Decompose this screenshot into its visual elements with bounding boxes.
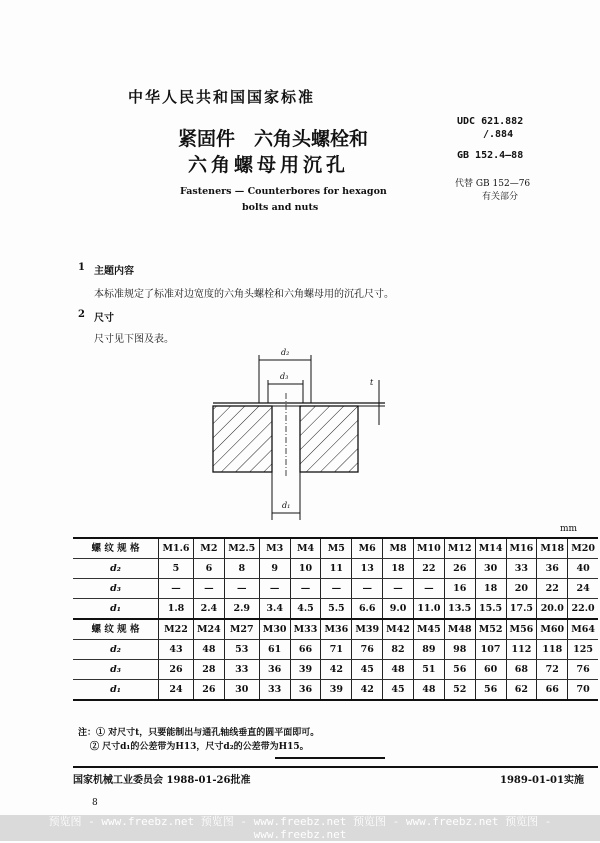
table-cell: 24: [159, 680, 194, 701]
table-cell: M2.5: [224, 538, 259, 559]
title-line1: 紧固件 六角头螺栓和: [178, 128, 369, 150]
table-cell: —: [352, 579, 383, 599]
english-title-line1: Fasteners — Counterbores for hexagon: [180, 186, 387, 197]
table-cell: M14: [475, 538, 506, 559]
replaces-standard: 代替 GB 152—76: [455, 179, 531, 189]
table-cell: 70: [568, 680, 598, 701]
table-cell: 107: [475, 640, 506, 660]
table-cell: —: [290, 579, 321, 599]
table-cell: 56: [475, 680, 506, 701]
row-label: 螺 纹 规 格: [73, 538, 159, 559]
table-cell: 9.0: [383, 599, 414, 620]
effective-date: 1989-01-01实施: [500, 775, 584, 786]
d1-label: d₁: [282, 501, 291, 510]
section-2-title: 尺寸: [94, 313, 114, 324]
table-cell: 20: [506, 579, 537, 599]
section-2-body: 尺寸见下图及表。: [94, 334, 174, 345]
table-cell: M22: [159, 619, 194, 640]
table-cell: 82: [383, 640, 414, 660]
table-cell: 89: [413, 640, 444, 660]
section-1-body: 本标准规定了标准对边宽度的六角头螺栓和六角螺母用的沉孔尺寸。: [94, 289, 394, 300]
issuing-org: 中华人民共和国国家标准: [128, 88, 316, 106]
section-1-number: 1: [78, 262, 85, 273]
table-cell: 30: [224, 680, 259, 701]
table-cell: —: [224, 579, 259, 599]
row-label: d₁: [73, 680, 159, 701]
table-cell: 11.0: [413, 599, 444, 620]
table-cell: —: [259, 579, 290, 599]
row-label: 螺 纹 规 格: [73, 619, 159, 640]
table-cell: 39: [290, 660, 321, 680]
table-cell: M56: [506, 619, 537, 640]
footer-rule: [73, 766, 598, 768]
standard-number: GB 152.4—88: [457, 150, 524, 161]
table-cell: 52: [444, 680, 475, 701]
table-cell: M52: [475, 619, 506, 640]
table-cell: M64: [568, 619, 598, 640]
table-cell: M48: [444, 619, 475, 640]
title-line2: 六角螺母用沉孔: [188, 154, 350, 176]
table-cell: 60: [475, 660, 506, 680]
table-cell: 6.6: [352, 599, 383, 620]
table-cell: M27: [224, 619, 259, 640]
table-cell: 5.5: [321, 599, 352, 620]
table-cell: 66: [290, 640, 321, 660]
table-cell: 8: [224, 559, 259, 579]
table-cell: 33: [506, 559, 537, 579]
table-cell: 36: [537, 559, 568, 579]
table-cell: M36: [321, 619, 352, 640]
d3-label: d₃: [280, 372, 289, 381]
table-cell: 2.4: [193, 599, 224, 620]
table-cell: M20: [568, 538, 598, 559]
table-cell: 42: [352, 680, 383, 701]
table-cell: 26: [193, 680, 224, 701]
table-cell: M39: [352, 619, 383, 640]
table-cell: 13: [352, 559, 383, 579]
table-cell: M33: [290, 619, 321, 640]
table-cell: —: [383, 579, 414, 599]
table-cell: M30: [259, 619, 290, 640]
table-cell: —: [413, 579, 444, 599]
table-cell: M42: [383, 619, 414, 640]
table-cell: M4: [290, 538, 321, 559]
table-cell: 10: [290, 559, 321, 579]
table-header-row: [73, 538, 598, 559]
table-cell: M8: [383, 538, 414, 559]
table-cell: 4.5: [290, 599, 321, 620]
table-cell: 20.0: [537, 599, 568, 620]
table-cell: 48: [193, 640, 224, 660]
table-cell: —: [193, 579, 224, 599]
english-title-line2: bolts and nuts: [242, 202, 319, 213]
table-cell: M10: [413, 538, 444, 559]
row-label: d₃: [73, 660, 159, 680]
table-cell: —: [159, 579, 194, 599]
counterbore-dimension-table: [73, 537, 598, 701]
table-cell: 22: [413, 559, 444, 579]
table-cell: M1.6: [159, 538, 194, 559]
table-cell: 45: [352, 660, 383, 680]
table-header-row: [73, 619, 598, 640]
table-cell: —: [321, 579, 352, 599]
table-cell: 3.4: [259, 599, 290, 620]
table-cell: M6: [352, 538, 383, 559]
table-cell: 33: [224, 660, 259, 680]
table-cell: 66: [537, 680, 568, 701]
table-cell: 39: [321, 680, 352, 701]
table-cell: 26: [159, 660, 194, 680]
udc-code: UDC 621.882: [457, 116, 524, 127]
table-cell: 40: [568, 559, 598, 579]
table-cell: 16: [444, 579, 475, 599]
table-cell: 11: [321, 559, 352, 579]
table-cell: 36: [259, 660, 290, 680]
table-cell: 22: [537, 579, 568, 599]
row-label: d₁: [73, 599, 159, 620]
row-label: d₂: [73, 559, 159, 579]
table-cell: 51: [413, 660, 444, 680]
note-1: 注：① 对尺寸t，只要能制出与通孔轴线垂直的圆平面即可。: [78, 728, 320, 738]
table-cell: 112: [506, 640, 537, 660]
approval-date: 国家机械工业委员会 1988-01-26批准: [73, 775, 251, 786]
table-cell: 48: [413, 680, 444, 701]
table-cell: 48: [383, 660, 414, 680]
end-rule: [275, 757, 385, 759]
section-2-number: 2: [78, 309, 85, 320]
table-cell: 71: [321, 640, 352, 660]
table-cell: 36: [290, 680, 321, 701]
table-cell: 18: [383, 559, 414, 579]
table-cell: M18: [537, 538, 568, 559]
unit-label: mm: [560, 524, 578, 534]
table-cell: M60: [537, 619, 568, 640]
table-cell: 68: [506, 660, 537, 680]
udc-code-cont: /.884: [483, 129, 514, 140]
table-cell: 28: [193, 660, 224, 680]
table-row: [73, 599, 598, 620]
table-cell: 45: [383, 680, 414, 701]
table-row: [73, 579, 598, 599]
table-cell: M5: [321, 538, 352, 559]
table-cell: 76: [352, 640, 383, 660]
table-cell: M12: [444, 538, 475, 559]
table-cell: 24: [568, 579, 598, 599]
row-label: d₂: [73, 640, 159, 660]
table-cell: 22.0: [568, 599, 598, 620]
table-row: [73, 680, 598, 701]
table-row: [73, 660, 598, 680]
table-cell: M3: [259, 538, 290, 559]
table-cell: 56: [444, 660, 475, 680]
table-cell: 5: [159, 559, 194, 579]
table-cell: 6: [193, 559, 224, 579]
table-row: [73, 559, 598, 579]
watermark-band: 预览图 - www.freebz.net 预览图 - www.freebz.net 预览图 - www.freebz.net 预览图 - www.freebz.net: [0, 815, 600, 841]
table-cell: 76: [568, 660, 598, 680]
table-cell: 2.9: [224, 599, 259, 620]
table-row: [73, 640, 598, 660]
table-cell: 18: [475, 579, 506, 599]
table-cell: M24: [193, 619, 224, 640]
table-cell: 1.8: [159, 599, 194, 620]
table-cell: M2: [193, 538, 224, 559]
table-cell: 33: [259, 680, 290, 701]
replaces-note: 有关部分: [482, 192, 519, 202]
table-cell: M16: [506, 538, 537, 559]
t-label: t: [370, 378, 374, 387]
table-cell: 61: [259, 640, 290, 660]
table-cell: 30: [475, 559, 506, 579]
table-cell: 53: [224, 640, 259, 660]
table-cell: M45: [413, 619, 444, 640]
table-cell: 72: [537, 660, 568, 680]
table-cell: 125: [568, 640, 598, 660]
table-cell: 15.5: [475, 599, 506, 620]
d2-label: d₂: [281, 348, 290, 357]
table-cell: 118: [537, 640, 568, 660]
table-cell: 98: [444, 640, 475, 660]
table-cell: 62: [506, 680, 537, 701]
table-cell: 13.5: [444, 599, 475, 620]
table-cell: 17.5: [506, 599, 537, 620]
table-cell: 42: [321, 660, 352, 680]
table-cell: 43: [159, 640, 194, 660]
table-cell: 26: [444, 559, 475, 579]
page-number: 8: [92, 798, 98, 808]
row-label: d₃: [73, 579, 159, 599]
section-1-title: 主题内容: [94, 266, 134, 277]
note-2: ② 尺寸d₁的公差带为H13，尺寸d₂的公差带为H15。: [90, 742, 309, 752]
table-cell: 9: [259, 559, 290, 579]
